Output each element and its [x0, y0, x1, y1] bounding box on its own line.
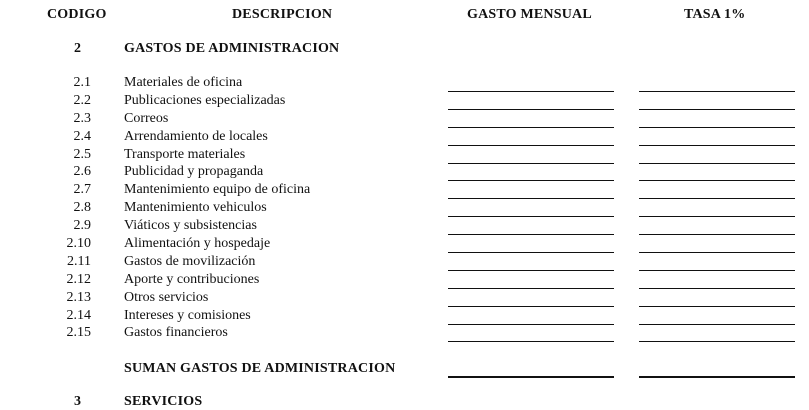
- table-row: [0, 235, 809, 253]
- item-description: Aporte y contribuciones: [124, 271, 260, 287]
- section-code: 2: [74, 41, 81, 56]
- table-row: [0, 307, 809, 325]
- expense-table: [0, 74, 809, 342]
- item-code: 2.3: [73, 110, 91, 126]
- table-row: [0, 271, 809, 289]
- table-row: [0, 74, 809, 92]
- table-row: [0, 289, 809, 307]
- item-code: 2.9: [73, 218, 91, 234]
- next-section-code: 3: [74, 394, 81, 409]
- item-description: Alimentación y hospedaje: [124, 236, 271, 252]
- item-description: Otros servicios: [124, 289, 209, 305]
- item-description: Transporte materiales: [124, 146, 246, 162]
- total-tasa-line[interactable]: [639, 376, 795, 378]
- item-code: 2.5: [73, 146, 91, 162]
- header-descripcion: DESCRIPCION: [232, 7, 333, 22]
- table-row: [0, 92, 809, 110]
- gasto-field-line[interactable]: [448, 91, 614, 92]
- table-row: [0, 324, 809, 342]
- item-description: Mantenimiento equipo de oficina: [124, 182, 311, 198]
- header-gasto-mensual: GASTO MENSUAL: [467, 7, 592, 22]
- table-row: [0, 163, 809, 181]
- item-code: 2.1: [73, 75, 91, 90]
- item-code: 2.6: [73, 164, 91, 180]
- table-row: [0, 128, 809, 146]
- item-description: Intereses y comisiones: [124, 307, 251, 323]
- item-description: Viáticos y subsistencias: [124, 218, 257, 234]
- item-description: Gastos de movilización: [124, 253, 256, 269]
- item-code: 2.2: [73, 92, 91, 108]
- total-label: SUMAN GASTOS DE ADMINISTRACION: [124, 361, 396, 376]
- item-code: 2.13: [66, 289, 91, 305]
- item-description: Publicidad y propaganda: [124, 164, 264, 180]
- table-row: [0, 181, 809, 199]
- table-row: [0, 146, 809, 164]
- total-gasto-line[interactable]: [448, 376, 614, 378]
- item-description: Gastos financieros: [124, 325, 228, 341]
- gasto-field-line[interactable]: [448, 341, 614, 342]
- item-description: Materiales de oficina: [124, 75, 243, 90]
- item-description: Correos: [124, 110, 169, 126]
- item-description: Mantenimiento vehiculos: [124, 200, 267, 216]
- tasa-field-line[interactable]: [639, 91, 795, 92]
- item-code: 2.14: [66, 307, 91, 323]
- item-code: 2.8: [73, 200, 91, 216]
- item-code: 2.11: [67, 253, 91, 269]
- table-row: [0, 110, 809, 128]
- header-codigo: CODIGO: [47, 7, 107, 22]
- item-code: 2.15: [66, 325, 91, 341]
- item-code: 2.7: [73, 182, 91, 198]
- table-row: [0, 253, 809, 271]
- table-row: [0, 217, 809, 235]
- next-section-title: SERVICIOS: [124, 394, 203, 409]
- item-description: Publicaciones especializadas: [124, 92, 286, 108]
- item-code: 2.12: [66, 271, 91, 287]
- section-title: GASTOS DE ADMINISTRACION: [124, 41, 340, 56]
- item-code: 2.4: [73, 128, 91, 144]
- table-row: [0, 199, 809, 217]
- header-tasa: TASA 1%: [684, 7, 746, 22]
- item-code: 2.10: [66, 236, 91, 252]
- item-description: Arrendamiento de locales: [124, 128, 268, 144]
- tasa-field-line[interactable]: [639, 341, 795, 342]
